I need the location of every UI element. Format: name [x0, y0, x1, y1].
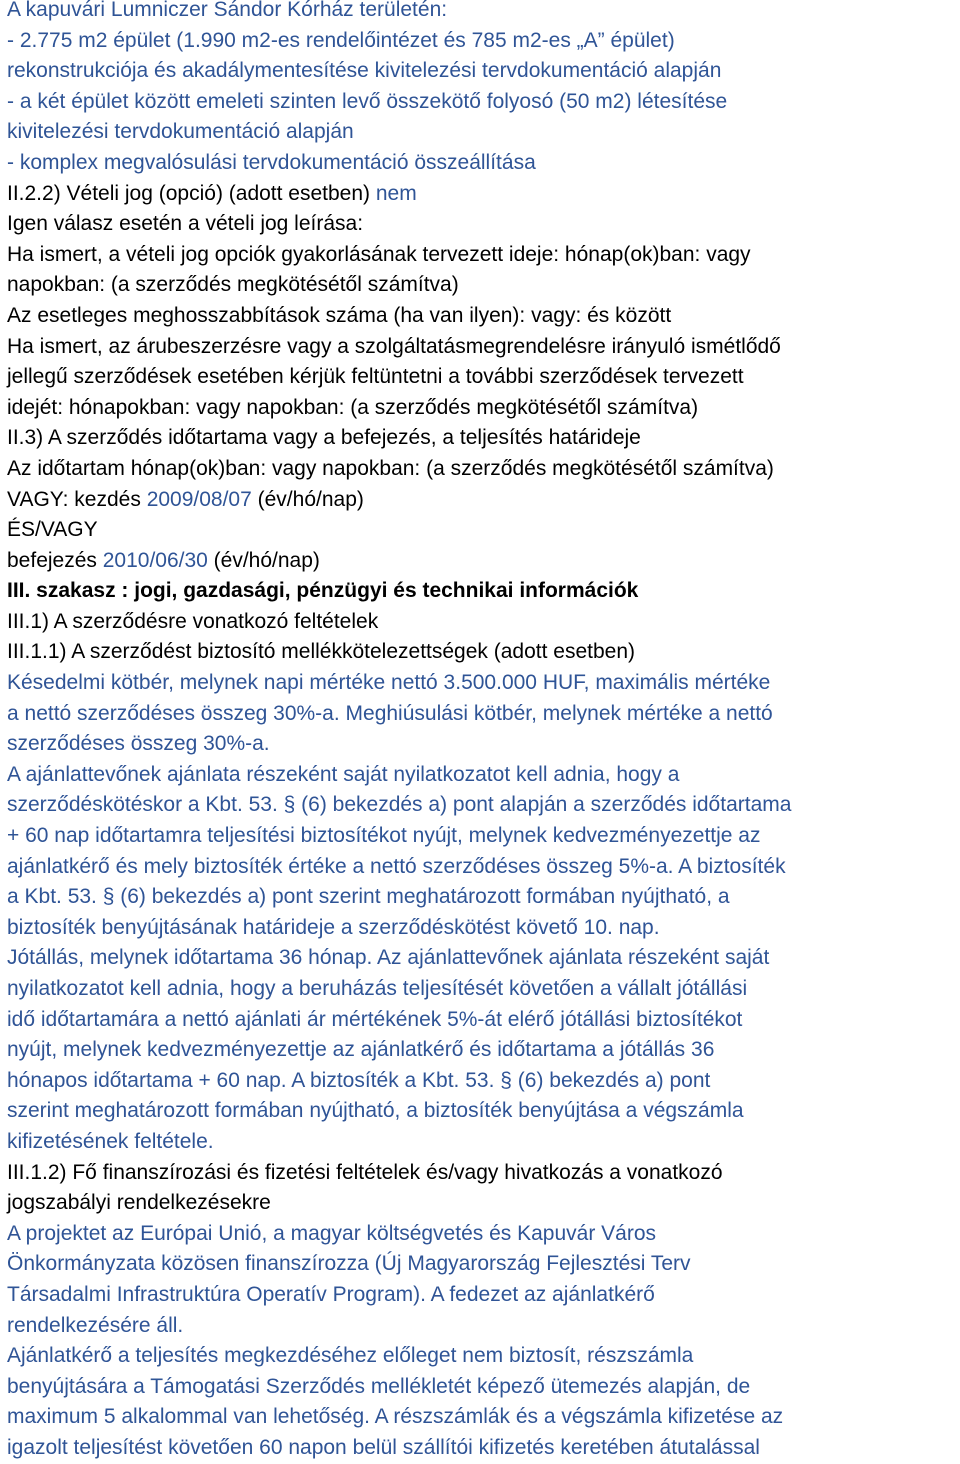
document-line	[7, 546, 960, 577]
document-line	[7, 699, 960, 730]
document-line	[7, 179, 960, 210]
document-line	[7, 974, 960, 1005]
text-segment: - a két épület között emeleti szinten levő összekötő folyosó (50 m2) létesítése	[7, 89, 728, 113]
text-segment: (év/hó/nap)	[251, 487, 364, 511]
text-segment: Ajánlatkérő a teljesítés megkezdéséhez előleget nem biztosít, részszámla	[7, 1344, 694, 1368]
text-segment: II.3) A szerződés időtartama vagy a befejezés, a teljesítés határideje	[7, 426, 641, 450]
text-segment: + 60 nap időtartamra teljesítési biztosítékot nyújt, melynek kedvezményezettje az	[7, 824, 761, 848]
text-segment: a Kbt. 53. § (6) bekezdés a) pont szerint meghatározott formában nyújtható, a	[7, 885, 730, 909]
document-line	[7, 1402, 960, 1433]
text-segment: nyújt, melynek kedvezményezettje az ajánlatkérő és időtartama a jótállás 36	[7, 1038, 715, 1062]
text-segment: Önkormányzata közösen finanszírozza (Új Magyarország Fejlesztési Terv	[7, 1252, 691, 1276]
text-segment: ÉS/VAGY	[7, 518, 98, 542]
text-segment: Az esetleges meghosszabbítások száma (ha van ilyen): vagy: és között	[7, 303, 672, 327]
text-segment: - komplex megvalósulási tervdokumentáció összeállítása	[7, 150, 536, 174]
text-segment: Társadalmi Infrastruktúra Operatív Program). A fedezet az ajánlatkérő	[7, 1282, 655, 1306]
text-segment: igazolt teljesítést követően 60 napon belül szállítói kifizetés keretében átutalással	[7, 1435, 760, 1459]
text-segment: Az időtartam hónap(ok)ban: vagy napokban: (a szerződés megkötésétől számítva)	[7, 456, 774, 480]
text-segment: szerződéskötéskor a Kbt. 53. § (6) bekezdés a) pont alapján a szerződés időtartama	[7, 793, 792, 817]
text-segment: III.1.1) A szerződést biztosító mellékkötelezettségek (adott esetben)	[7, 640, 636, 664]
document-line	[7, 148, 960, 179]
text-segment: biztosíték benyújtásának határideje a szerződéskötést követő 10. nap.	[7, 915, 660, 939]
document-line	[7, 852, 960, 883]
document-line	[7, 1219, 960, 1250]
text-segment: III.1.2) Fő finanszírozási és fizetési feltételek és/vagy hivatkozás a vonatkozó	[7, 1160, 723, 1184]
text-segment: III.1) A szerződésre vonatkozó feltételek	[7, 609, 379, 633]
document-line	[7, 362, 960, 393]
document-line	[7, 485, 960, 516]
text-segment: II.2.2) Vételi jog (opció) (adott esetben)	[7, 181, 376, 205]
document-line	[7, 1127, 960, 1158]
text-segment: jellegű szerződések esetében kérjük feltüntetni a további szerződések tervezett	[7, 365, 744, 389]
text-segment: rendelkezésére áll.	[7, 1313, 184, 1337]
document-line	[7, 729, 960, 760]
document-line	[7, 87, 960, 118]
text-segment: A projektet az Európai Unió, a magyar költségvetés és Kapuvár Város	[7, 1221, 657, 1245]
text-segment: idejét: hónapokban: vagy napokban: (a szerződés megkötésétől számítva)	[7, 395, 699, 419]
document-line	[7, 1035, 960, 1066]
document-line	[7, 1372, 960, 1403]
document-line	[7, 0, 960, 26]
document-line	[7, 882, 960, 913]
text-segment: (év/hó/nap)	[207, 548, 320, 572]
document-line	[7, 668, 960, 699]
text-segment: 2009/08/07	[146, 487, 252, 511]
document-line	[7, 1096, 960, 1127]
document-line	[7, 56, 960, 87]
document-line	[7, 1188, 960, 1219]
text-segment: A ajánlattevőnek ajánlata részeként saját nyilatkozatot kell adnia, hogy a	[7, 762, 680, 786]
document-line	[7, 1158, 960, 1189]
document-line	[7, 301, 960, 332]
document-line	[7, 821, 960, 852]
text-segment: szerződéses összeg 30%-a.	[7, 732, 270, 756]
document-line	[7, 576, 960, 607]
document-line	[7, 637, 960, 668]
document-line	[7, 943, 960, 974]
text-segment: maximum 5 alkalommal van lehetőség. A részszámlák és a végszámla kifizetése az	[7, 1405, 784, 1429]
text-segment: befejezés	[7, 548, 103, 572]
text-segment: Igen válasz esetén a vételi jog leírása:	[7, 212, 364, 236]
document-line	[7, 423, 960, 454]
text-segment: jogszabályi rendelkezésekre	[7, 1191, 271, 1215]
document-line	[7, 1433, 960, 1464]
text-segment: hónapos időtartama + 60 nap. A biztosíték a Kbt. 53. § (6) bekezdés a) pont	[7, 1068, 711, 1092]
document-line	[7, 1280, 960, 1311]
document-line	[7, 393, 960, 424]
text-segment: idő időtartamára a nettó ajánlati ár mértékének 5%-át elérő jótállási biztosítékot	[7, 1007, 743, 1031]
document-line	[7, 790, 960, 821]
text-segment: rekonstrukciója és akadálymentesítése kivitelezési tervdokumentáció alapján	[7, 59, 722, 83]
document-line	[7, 515, 960, 546]
text-segment: - 2.775 m2 épület (1.990 m2-es rendelőintézet és 785 m2-es „A” épület)	[7, 28, 675, 52]
document-line	[7, 607, 960, 638]
text-segment: a nettó szerződéses összeg 30%-a. Meghiúsulási kötbér, melynek mértéke a nettó	[7, 701, 773, 725]
text-segment: nyilatkozatot kell adnia, hogy a beruházás teljesítését követően a vállalt jótállási	[7, 977, 748, 1000]
text-segment: kivitelezési tervdokumentáció alapján	[7, 120, 354, 144]
text-segment: kifizetésének feltétele.	[7, 1129, 214, 1153]
text-segment: Jótállás, melynek időtartama 36 hónap. Az ajánlattevőnek ajánlata részeként saját	[7, 946, 770, 970]
document-line	[7, 1066, 960, 1097]
document-line	[7, 1005, 960, 1036]
document-line	[7, 270, 960, 301]
text-segment: 2010/06/30	[102, 548, 208, 572]
document-line	[7, 1311, 960, 1342]
document-line	[7, 760, 960, 791]
document-line	[7, 332, 960, 363]
document-line	[7, 26, 960, 57]
document-line	[7, 454, 960, 485]
text-segment: VAGY: kezdés	[7, 487, 147, 511]
text-segment: A kapuvári Lumniczer Sándor Kórház területén:	[7, 0, 448, 21]
document-line	[7, 913, 960, 944]
document-line	[7, 209, 960, 240]
text-segment: napokban: (a szerződés megkötésétől számítva)	[7, 273, 459, 297]
text-segment: III. szakasz : jogi, gazdasági, pénzügyi és technikai információk	[7, 579, 639, 603]
text-segment: nem	[375, 181, 417, 205]
document-line	[7, 240, 960, 271]
text-segment: benyújtására a Támogatási Szerződés mellékletét képező ütemezés alapján, de	[7, 1374, 751, 1398]
text-segment: szerint meghatározott formában nyújtható, a biztosíték benyújtása a végszámla	[7, 1099, 744, 1123]
document-line	[7, 117, 960, 148]
text-segment: Késedelmi kötbér, melynek napi mértéke nettó 3.500.000 HUF, maximális mértéke	[7, 671, 771, 695]
text-segment: Ha ismert, az árubeszerzésre vagy a szolgáltatásmegrendelésre irányuló ismétlődő	[7, 334, 781, 358]
document-line	[7, 1249, 960, 1280]
text-segment: ajánlatkérő és mely biztosíték értéke a nettó szerződéses összeg 5%-a. A biztosíték	[7, 854, 786, 878]
document-line	[7, 1341, 960, 1372]
text-segment: Ha ismert, a vételi jog opciók gyakorlásának tervezett ideje: hónap(ok)ban: vagy	[7, 242, 751, 266]
